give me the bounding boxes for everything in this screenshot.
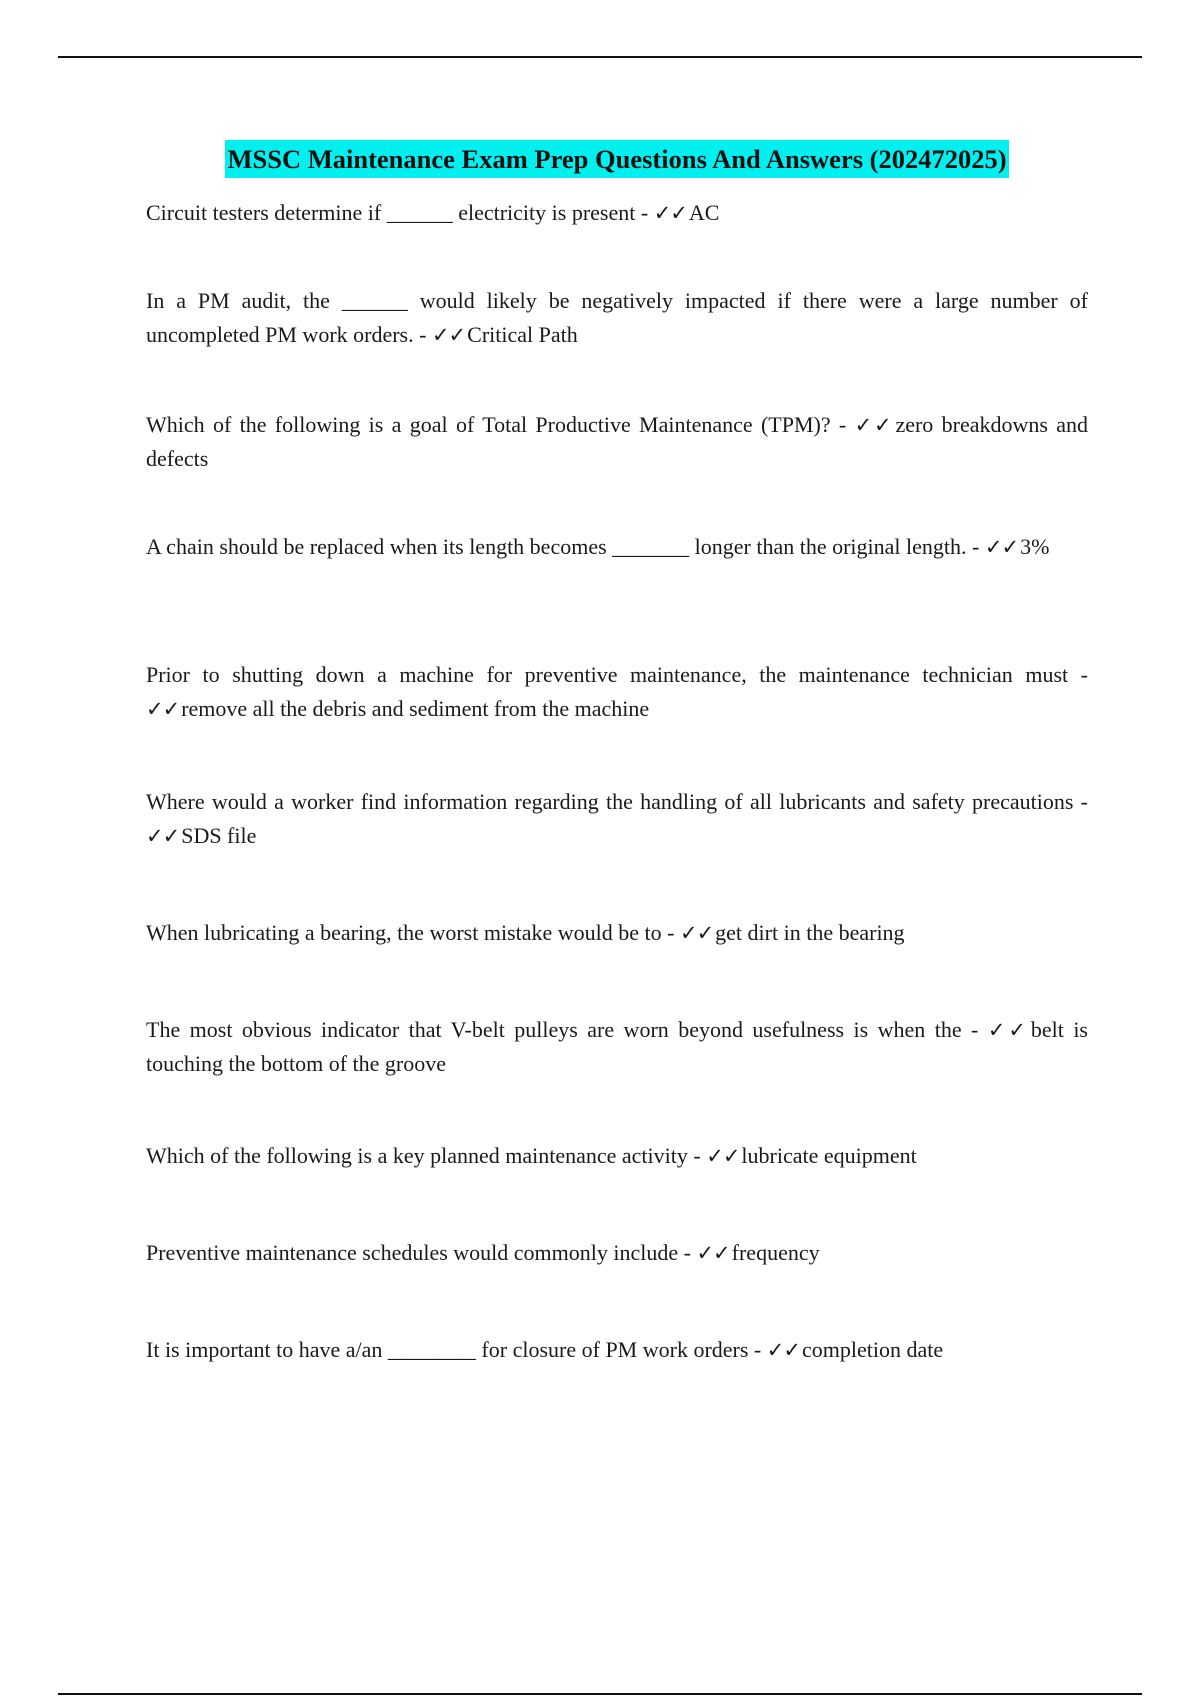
double-check-icon: ✓✓: [431, 323, 466, 347]
qa-item: [146, 530, 1088, 564]
question-text: When lubricating a bearing, the worst mistake would be to -: [146, 920, 680, 945]
double-check-icon: ✓✓: [766, 1338, 800, 1362]
title-wrap: [146, 140, 1088, 178]
qa-item: [146, 1013, 1088, 1081]
answer-text: remove all the debris and sediment from the machine: [181, 696, 650, 721]
question-text: A chain should be replaced when its length becomes _______ longer than the original length. -: [146, 534, 985, 559]
double-check-icon: ✓✓: [984, 535, 1019, 559]
question-text: It is important to have a/an ________ for closure of PM work orders -: [146, 1337, 767, 1362]
question-text: In a PM audit, the ______ would likely be negatively impacted if there were a large number of uncompleted PM work orders. -: [146, 288, 1088, 347]
answer-text: SDS file: [181, 823, 257, 848]
question-text: Which of the following is a key planned maintenance activity -: [146, 1143, 707, 1168]
document-page: [146, 140, 1089, 1362]
qa-item: [146, 1236, 1088, 1270]
question-text: Which of the following is a goal of Total Productive Maintenance (TPM)? -: [146, 412, 855, 437]
answer-text: AC: [688, 200, 720, 225]
qa-item: [146, 785, 1088, 853]
answer-text: frequency: [731, 1240, 820, 1265]
question-text: Prior to shutting down a machine for preventive maintenance, the maintenance technician must -: [146, 662, 1088, 687]
answer-text: 3%: [1020, 534, 1050, 559]
qa-item: [146, 408, 1088, 476]
double-check-icon: ✓✓: [146, 824, 180, 848]
qa-item: [146, 196, 1088, 230]
top-rule: [58, 56, 1142, 58]
question-text: Preventive maintenance schedules would commonly include -: [146, 1240, 697, 1265]
double-check-icon: ✓✓: [653, 201, 687, 225]
qa-item: [146, 916, 1088, 950]
answer-text: zero breakdowns and defects: [146, 412, 1089, 471]
double-check-icon: ✓✓: [987, 1018, 1029, 1042]
qa-item: [146, 284, 1088, 352]
question-text: Circuit testers determine if ______ electricity is present -: [146, 200, 654, 225]
bottom-rule: [58, 1693, 1142, 1695]
document-title: MSSC Maintenance Exam Prep Questions And Answers (202472025): [225, 140, 1008, 178]
double-check-icon: ✓✓: [706, 1144, 740, 1168]
answer-text: belt is touching the bottom of the groove: [146, 1017, 1088, 1076]
double-check-icon: ✓✓: [854, 413, 894, 437]
answer-text: Critical Path: [467, 322, 578, 347]
qa-item: [146, 1139, 1088, 1173]
double-check-icon: ✓✓: [679, 921, 714, 945]
answer-text: completion date: [801, 1337, 944, 1362]
question-text: The most obvious indicator that V-belt pulleys are worn beyond usefulness is when the -: [146, 1017, 988, 1042]
qa-item: [146, 658, 1088, 726]
answer-text: lubricate equipment: [741, 1143, 917, 1168]
question-text: Where would a worker find information regarding the handling of all lubricants and safety precautions -: [146, 789, 1088, 814]
qa-item: [146, 1333, 1088, 1367]
double-check-icon: ✓✓: [696, 1241, 730, 1265]
double-check-icon: ✓✓: [146, 697, 180, 721]
answer-text: get dirt in the bearing: [715, 920, 905, 945]
